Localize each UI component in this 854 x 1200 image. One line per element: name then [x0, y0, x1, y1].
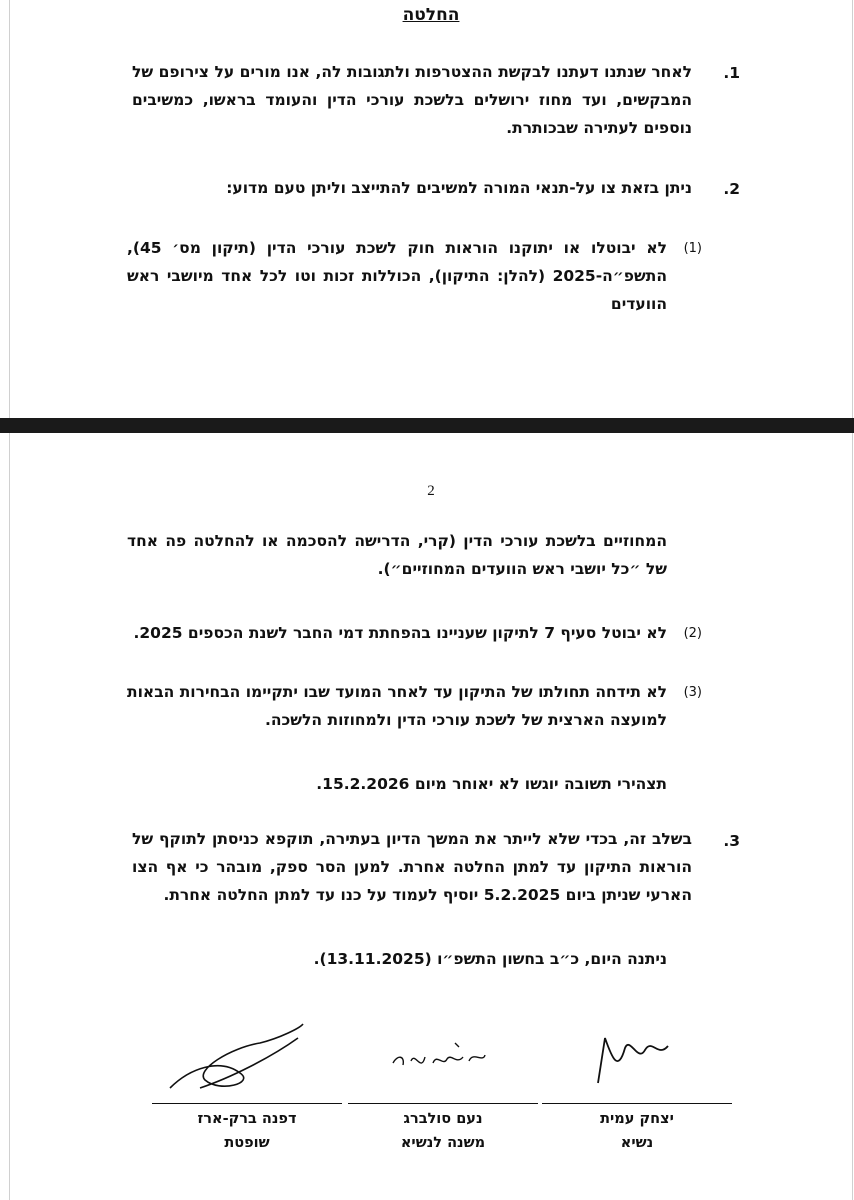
signatory-2-role: משנה לנשיא: [400, 1135, 486, 1151]
signatory-2: [348, 1107, 538, 1155]
paragraph-3-number: .3: [723, 832, 740, 850]
document-page-1: [9, 0, 853, 418]
decision-title: החלטה: [402, 5, 460, 25]
paragraph-1-number: .1: [723, 64, 740, 82]
signatory-2-name: נעם סולברג: [403, 1111, 483, 1127]
subsection-1-number: (1): [683, 241, 702, 256]
signature-scribble-2: [385, 1033, 495, 1088]
paragraph-2-text: ניתן בזאת צו על-תנאי המורה למשיבים להתייצב וליתן טעם מדוע:: [226, 179, 692, 197]
paragraph-2-number: .2: [723, 180, 740, 198]
page-number: 2: [427, 483, 435, 499]
signatory-1-role: נשיא: [620, 1135, 654, 1151]
signature-scribble-1: [160, 1018, 310, 1098]
signatory-3-role: שופטת: [224, 1135, 270, 1151]
signatory-3-name: דפנה ברק-ארז: [197, 1111, 297, 1127]
signatory-3: [152, 1107, 342, 1155]
page-separator: [0, 418, 854, 433]
subsection-1-text: לא יבוטלו או יתוקנו הוראות חוק לשכת עורכי הדין (תיקון מס׳ 45), התשפ״ה-2025 (להלן: התיקון), הכוללות זכות וטו לכל אחד מיושבי ראש הוועדים: [127, 239, 667, 313]
signature-line-1: [542, 1103, 732, 1104]
paragraph-3-text: בשלב זה, בכדי שלא לייתר את המשך הדיון בעתירה, תוקפא כניסתן לתוקף של הוראות התיקון עד למתן החלטה אחרת. למען הסר ספק, מובהר כי אף הצו הארעי שניתן ביום 5.2.2025 יוסיף לעמוד על כנו עד למתן החלטה אחרת.: [132, 830, 692, 904]
paragraph-1-text: לאחר שנתנו דעתנו לבקשת ההצטרפות ולתגובות לה, אנו מורים על צירופם של המבקשים, ועד מחוז ירושלים בלשכת עורכי הדין והעומד בראשו, כמשיבים נוספים לעתירה שבכותרת.: [132, 63, 692, 137]
document-page-2: [9, 433, 853, 1200]
signature-line-3: [152, 1103, 342, 1104]
signatory-1: [542, 1107, 732, 1155]
date-given: ניתנה היום, כ״ב בחשון התשפ״ו (13.11.2025).: [313, 950, 667, 968]
signatory-1-name: יצחק עמית: [600, 1111, 674, 1127]
subsection-2-number: (2): [683, 626, 702, 641]
signature-scribble-3: [590, 1028, 675, 1098]
subsection-2-text: לא יבוטל סעיף 7 לתיקון שעניינו בהפחתת דמי החבר לשנת הכספים 2025.: [133, 624, 667, 642]
subsection-3-text: לא תידחה תחולתו של התיקון עד לאחר המועד שבו יתקיימו הבחירות הבאות למועצה הארצית של לשכת עורכי הדין ולמחוזות הלשכה.: [127, 683, 667, 729]
affidavit-note: תצהירי תשובה יוגשו לא יאוחר מיום 15.2.2026.: [316, 775, 667, 793]
subsection-3-number: (3): [683, 685, 702, 700]
subsection-1-continued: המחוזיים בלשכת עורכי הדין (קרי, הדרישה להסכמה או להחלטה פה אחד של ״כל יושבי ראש הוועדים המחוזיים״).: [127, 532, 667, 578]
signature-line-2: [348, 1103, 538, 1104]
